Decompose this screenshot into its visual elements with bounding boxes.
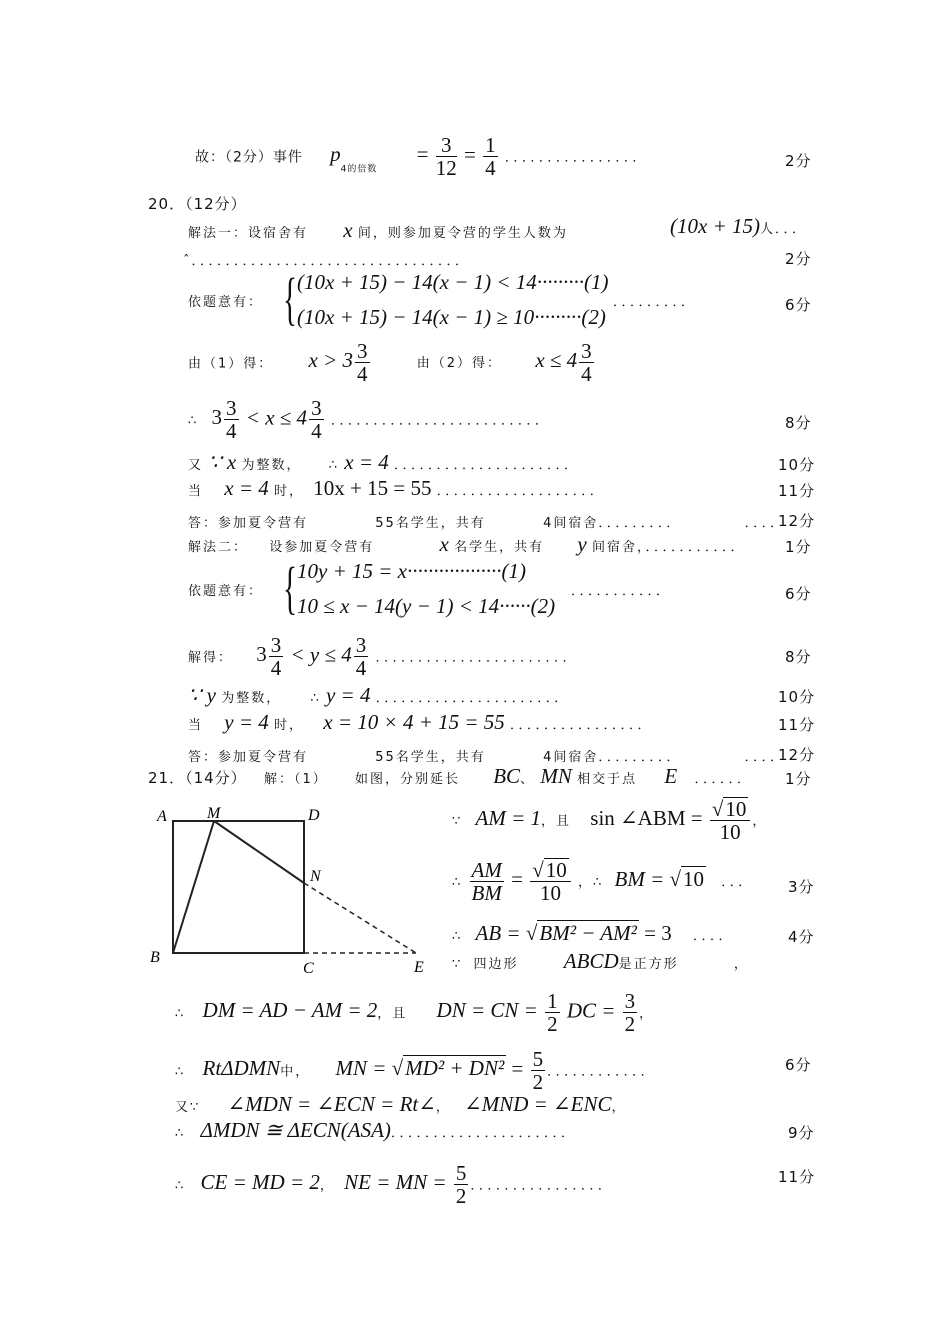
- l4-a: 依题意有：: [188, 295, 264, 310]
- line-6: [188, 397, 550, 442]
- s5-frac: $\frac{5}{2}$: [455, 1161, 467, 1208]
- s4-b: ΔMDN ≅ ΔECN(ASA): [200, 1118, 391, 1142]
- s-line-1: [175, 990, 654, 1035]
- l9-a: 答：参加夏令营有: [188, 516, 309, 531]
- l12-dots: ．．．．．．．．．．．．．．．．．．．．．．．: [375, 650, 578, 666]
- s1-b: DM = AD − AM = 2: [202, 998, 378, 1023]
- s1-d: DN = CN =: [436, 998, 538, 1023]
- l13-d: y = 4: [325, 683, 371, 707]
- l5-expr1: x > 3: [308, 348, 354, 373]
- r4-c: ABCD: [563, 949, 619, 973]
- q21-header: [148, 764, 752, 792]
- s2-d: MN =: [335, 1056, 387, 1081]
- sys1-line1: (10x + 15) − 14(x − 1) < 14·········(1): [297, 270, 609, 294]
- l11-a: 依题意有：: [188, 584, 264, 599]
- s2-frac: $\frac{5}{2}$: [532, 1047, 544, 1094]
- s1-e: DC =: [566, 998, 616, 1023]
- r-line-4: [452, 949, 749, 977]
- l7-c: 为整数，: [241, 458, 302, 473]
- h21-E: E: [664, 764, 678, 788]
- sys1-brace: {: [283, 266, 297, 331]
- s4-dots: ．．．．．．．．．．．．．．．．．．．．．: [390, 1126, 576, 1141]
- l6-int1: 3: [211, 405, 223, 430]
- s4-score: 9分: [788, 1124, 815, 1142]
- r2-b: ，∴: [577, 874, 604, 890]
- l4-score: 6分: [785, 296, 812, 314]
- l12-frac2: $\frac{3}{4}$: [355, 633, 367, 680]
- s1-a: ∴: [175, 1006, 186, 1022]
- s3-c: ，: [435, 1100, 451, 1115]
- r4-b: 四边形: [473, 957, 519, 972]
- l6-frac2: $\frac{3}{4}$: [311, 396, 322, 443]
- h21-mn: MN: [540, 764, 572, 788]
- s2-dots: ．．．．．．．．．．．．: [547, 1064, 656, 1080]
- s1-frac1: $\frac{1}{2}$: [547, 989, 558, 1036]
- s5-c: ，: [319, 1178, 335, 1194]
- l9-b: 55名学生，共有: [375, 516, 486, 531]
- h21-score: 1分: [785, 770, 812, 788]
- s2-sqrt: √MD² + DN²: [391, 1056, 505, 1081]
- l12-a: 解得：: [188, 650, 234, 666]
- s5-d: NE = MN =: [344, 1170, 447, 1195]
- s-line-3: [175, 1092, 627, 1120]
- sys2-brace: {: [283, 555, 297, 620]
- l2-expr: [670, 214, 807, 242]
- l7-b: ∵ x: [208, 450, 237, 474]
- h21-f: ．．．．．．: [694, 772, 752, 787]
- label-m: M: [207, 805, 221, 822]
- l8-dots: ．．．．．．．．．．．．．．．．．．．: [436, 484, 605, 499]
- l12-frac1: $\frac{3}{4}$: [270, 633, 282, 680]
- segment-bm: [173, 821, 214, 953]
- l8-a: 当: [188, 484, 204, 499]
- s-line-2: [175, 1048, 656, 1093]
- l6-frac1: $\frac{3}{4}$: [226, 396, 237, 443]
- l13-c: ∴: [310, 691, 321, 706]
- s-line-5: [175, 1162, 613, 1207]
- s4-a: ∴: [175, 1126, 186, 1141]
- r1-frac: $\frac{√10}{10}$: [710, 797, 751, 843]
- l2-expr-text: (10x + 15): [670, 214, 760, 238]
- r3-c: = 3: [644, 921, 672, 945]
- l13-a: ∵ y: [188, 683, 216, 707]
- line-2: [188, 218, 568, 246]
- h21-b: 解：（1）: [263, 772, 328, 787]
- h21-a: 21．（14分）: [148, 769, 247, 787]
- l7-dots: ．．．．．．．．．．．．．．．．．．．．．: [394, 458, 580, 473]
- r3-sqrt: √BM² − AM²: [525, 921, 637, 945]
- l14-b: y = 4: [224, 710, 269, 734]
- line-13: [188, 683, 569, 711]
- sys2-line1: 10y + 15 = x··················(1): [297, 559, 526, 583]
- r2-frac2: $\frac{√10}{10}$: [530, 858, 571, 904]
- l1-score: 2分: [785, 152, 812, 170]
- r-line-1: [452, 797, 767, 843]
- l2-c: 人．．．: [759, 222, 807, 237]
- l13-score: 10分: [778, 688, 816, 706]
- geometry-figure: [145, 800, 435, 990]
- l1-frac2: $\frac{1}{4}$: [485, 133, 496, 180]
- r3-a: ∴: [452, 929, 463, 944]
- l14-dots: ．．．．．．．．．．．．．．．．: [510, 718, 653, 733]
- l6-score: 8分: [785, 414, 812, 432]
- segment-mn: [214, 821, 304, 883]
- line-10: [188, 532, 745, 560]
- l5-frac2: $\frac{3}{4}$: [581, 339, 592, 386]
- s1-c: ，且: [377, 1006, 408, 1022]
- r1-a: ∵: [452, 813, 463, 829]
- l8-d: 10x + 15 = 55: [313, 476, 432, 500]
- l8-c: 时，: [274, 484, 305, 499]
- l5-expr2: x ≤ 4: [535, 348, 578, 373]
- l1-sub: 4的倍数: [340, 164, 378, 175]
- r4-a: ∵: [452, 957, 463, 972]
- s3-b: ∠MDN = ∠ECN = Rt∠: [227, 1092, 436, 1116]
- s3-d: ∠MND = ∠ENC: [464, 1092, 612, 1116]
- l1-eq2: =: [464, 142, 476, 167]
- l4-b: ．．．．．．．．．: [613, 295, 697, 310]
- l7-e: x = 4: [344, 450, 389, 474]
- l10-c: 名学生，共有: [454, 540, 545, 555]
- l9-c: 4间宿舍．．．．．．．．．: [543, 516, 682, 531]
- s5-score: 11分: [778, 1168, 816, 1186]
- l13-dots: ．．．．．．．．．．．．．．．．．．．．．．: [375, 691, 570, 706]
- s2-e: =: [511, 1056, 524, 1081]
- segment-ne-dashed: [304, 883, 416, 953]
- s1-f: ，: [639, 1006, 655, 1022]
- label-e: E: [414, 959, 424, 976]
- l5-a: 由（1）得：: [188, 356, 274, 372]
- label-a: A: [157, 808, 167, 825]
- s5-b: CE = MD = 2: [200, 1170, 320, 1195]
- r2-c: BM =: [614, 866, 665, 891]
- l12-mid: < y ≤ 4: [290, 642, 352, 667]
- r2-sqrt: √10: [669, 866, 705, 891]
- l1-eq1: =: [416, 142, 429, 167]
- l10-d: 间宿舍，．．．．．．．．．．．: [591, 540, 746, 555]
- q20-header: 20．（12分）: [148, 195, 247, 213]
- l11-b: ．．．．．．．．．．．: [571, 584, 672, 599]
- l14-score: 11分: [778, 716, 816, 734]
- l8-b: x = 4: [224, 476, 269, 500]
- r2-d: ．．．: [721, 874, 754, 890]
- r2-a: ∴: [452, 874, 463, 890]
- l15-a: 答：参加夏令营有: [188, 750, 309, 765]
- l12-int1: 3: [256, 642, 267, 667]
- l1-frac1: $\frac{3}{12}$: [435, 133, 457, 180]
- line-8: [188, 476, 605, 504]
- s2-score: 6分: [785, 1056, 812, 1074]
- h21-e: 相交于点: [577, 772, 638, 787]
- r-line-2: [452, 858, 753, 904]
- label-n: N: [310, 868, 321, 885]
- l15-c: 4间宿舍．．．．．．．．．: [543, 750, 682, 765]
- l2-a: 解法一：设宿舍有: [188, 226, 309, 241]
- l10-x: x: [439, 532, 449, 556]
- l10-a: 解法二：: [188, 540, 249, 555]
- r4-d: 是正方形: [618, 957, 679, 972]
- r2-eq: =: [511, 866, 523, 891]
- s1-frac2: $\frac{3}{2}$: [624, 989, 636, 1036]
- s2-c: 中，: [280, 1064, 311, 1080]
- r2-score: 3分: [788, 878, 815, 896]
- l5-frac1: $\frac{3}{4}$: [357, 339, 368, 386]
- label-c: C: [303, 960, 314, 977]
- l14-c: 时，: [274, 718, 305, 733]
- l3-text: ˆ．．．．．．．．．．．．．．．．．．．．．．．．．．．．．．．．: [183, 254, 471, 269]
- l6-dots: ．．．．．．．．．．．．．．．．．．．．．．．．．: [330, 413, 550, 429]
- s3-a: 又∵: [175, 1100, 201, 1115]
- h21-bc: BC: [493, 764, 521, 788]
- l9-d: ．．．．: [744, 516, 786, 531]
- h21-c: 如图，分别延长: [354, 772, 460, 787]
- r1-c: ，且: [541, 813, 572, 829]
- l2-b: 间，则参加夏令营的学生人数为: [357, 226, 568, 241]
- l13-b: 为整数，: [221, 691, 282, 706]
- line-14: [188, 710, 653, 738]
- l15-score: 12分: [778, 746, 816, 764]
- h21-d: 、: [520, 772, 536, 787]
- r3-score: 4分: [788, 928, 815, 946]
- line-1: [195, 134, 647, 181]
- s3-e: ，: [611, 1100, 627, 1115]
- line-5: [188, 340, 596, 385]
- r1-b: AM = 1: [475, 805, 542, 830]
- s5-a: ∴: [175, 1178, 186, 1194]
- l6-a: ∴: [188, 413, 199, 429]
- l10-y: y: [577, 532, 587, 556]
- sys1-line2: (10x + 15) − 14(x − 1) ≥ 10·········(2): [297, 305, 606, 329]
- line-12: [188, 634, 578, 679]
- l11-score: 6分: [785, 585, 812, 603]
- l6-mid: < x ≤ 4: [245, 405, 308, 430]
- l7-d: ∴: [328, 458, 339, 473]
- l3-score: 2分: [785, 250, 812, 268]
- s2-b: RtΔDMN: [202, 1056, 281, 1081]
- l2-x: x: [343, 218, 353, 242]
- label-b: B: [150, 949, 160, 966]
- sys2-line2: 10 ≤ x − 14(y − 1) < 14······(2): [297, 594, 556, 618]
- r4-e: ，: [733, 957, 749, 972]
- l10-b: 设参加夏令营有: [269, 540, 375, 555]
- l15-b: 55名学生，共有: [375, 750, 486, 765]
- s2-a: ∴: [175, 1064, 186, 1080]
- line-7: [188, 450, 579, 478]
- l5-b: 由（2）得：: [416, 356, 503, 372]
- r1-d: sin ∠ABM =: [590, 805, 703, 830]
- s-line-4: [175, 1118, 576, 1146]
- r3-d: ．．．．: [693, 929, 734, 944]
- l14-a: 当: [188, 718, 204, 733]
- r-line-3: [452, 920, 734, 949]
- l8-score: 11分: [778, 482, 816, 500]
- l10-score: 1分: [785, 538, 812, 556]
- l15-d: ．．．．: [744, 750, 786, 765]
- s5-dots: ．．．．．．．．．．．．．．．．: [470, 1178, 613, 1194]
- l7-a: 又: [188, 458, 204, 473]
- r3-b: AB =: [475, 921, 521, 945]
- r2-frac1: $\frac{AM}{BM}$: [471, 857, 502, 905]
- l14-d: x = 10 × 4 + 15 = 55: [323, 710, 505, 734]
- l7-score: 10分: [778, 456, 816, 474]
- r1-e: ，: [752, 813, 768, 829]
- l1-p: p: [330, 142, 341, 167]
- l9-score: 12分: [778, 512, 816, 530]
- l1-pre: 故：（2分）事件: [195, 149, 303, 166]
- label-d: D: [308, 807, 320, 824]
- l1-dots: ．．．．．．．．．．．．．．．．: [504, 150, 648, 166]
- l12-score: 8分: [785, 648, 812, 666]
